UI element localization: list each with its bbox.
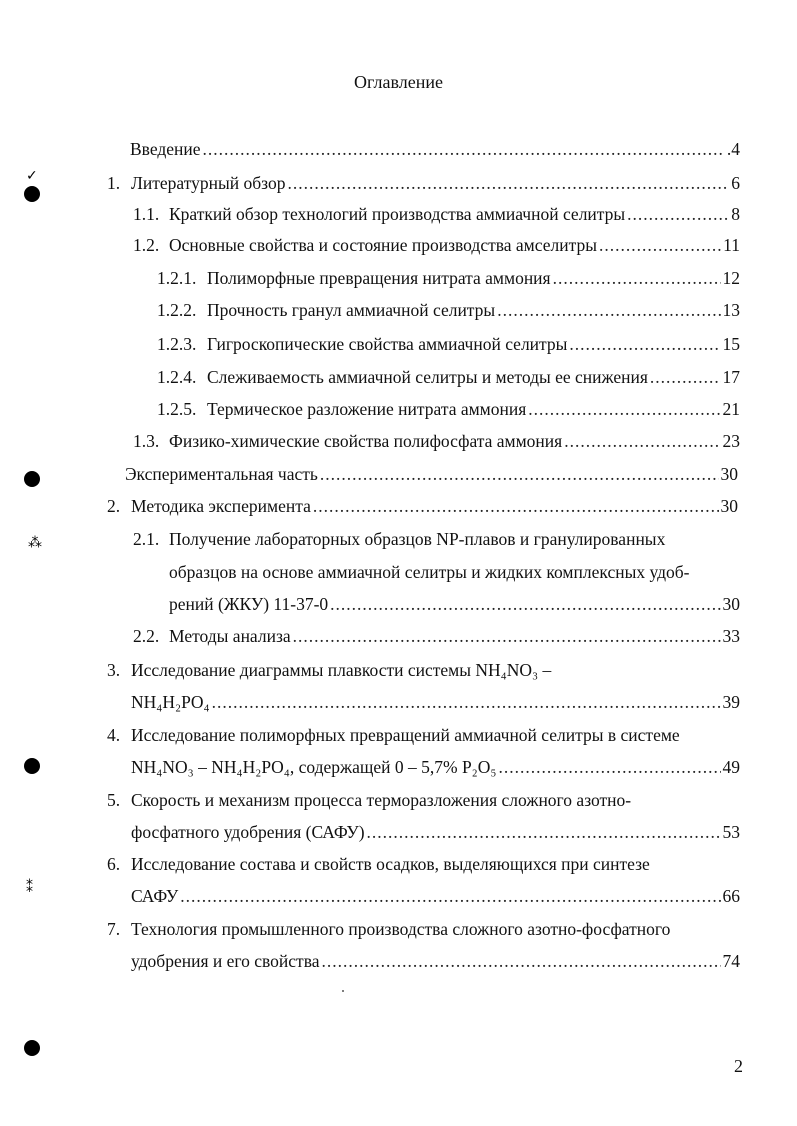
page-number: 2 [734, 1056, 743, 1076]
toc-entry-2-1-line1[interactable]: 2.1. Получение лабораторных образцов NP-плавов и гранулированных [133, 529, 666, 549]
toc-entry-6-line1[interactable]: 6. Исследование состава и свойств осадков, выделяющихся при синтезе [107, 854, 650, 874]
binder-hole-icon [24, 1040, 40, 1056]
toc-entry-1-2[interactable]: 1.2. Основные свойства и состояние производства амселитры ..... 11 [133, 234, 740, 256]
toc-entry-5[interactable]: фосфатного удобрения (САФУ) ..... 53 [131, 821, 740, 843]
toc-entry-1[interactable]: 1. Литературный обзор ..... 6 [107, 172, 740, 194]
toc-entry-3-line1[interactable]: 3. Исследование диаграммы плавкости системы NH₄NO₃ – [107, 660, 552, 680]
toc-entry-5-line1[interactable]: 5. Скорость и механизм процесса терморазложения сложного азотно- [107, 790, 632, 810]
toc-entry-intro[interactable]: Введение ..... .4 [130, 138, 740, 160]
page-title: Оглавление [354, 72, 443, 92]
toc-entry-1-2-5[interactable]: 1.2.5. Термическое разложение нитрата аммония ..... 21 [157, 398, 740, 420]
binder-hole-icon [24, 186, 40, 202]
paper-speck [342, 990, 344, 992]
binder-hole-icon [24, 758, 40, 774]
scribble-mark-icon: ⁑ [26, 880, 33, 896]
toc-entry-2[interactable]: 2. Методика эксперимента ..... 30 [107, 495, 738, 517]
toc-entry-1-2-1[interactable]: 1.2.1. Полиморфные превращения нитрата аммония ..... 12 [157, 267, 740, 289]
toc-entry-2-1-line2: образцов на основе аммиачной селитры и жидких комплексных удоб- [169, 562, 690, 582]
toc-entry-1-2-2[interactable]: 1.2.2. Прочность гранул аммиачной селитры ..... 13 [157, 299, 740, 321]
toc-entry-2-2[interactable]: 2.2. Методы анализа ..... 33 [133, 625, 740, 647]
toc-entry-1-3[interactable]: 1.3. Физико-химические свойства полифосфата аммония ..... 23 [133, 430, 740, 452]
toc-entry-7[interactable]: удобрения и его свойства ..... 74 [131, 950, 740, 972]
toc-entry-2-1[interactable]: рений (ЖКУ) 11-37-0 ..... 30 [169, 593, 740, 615]
binder-hole-icon [24, 471, 40, 487]
toc-entry-4[interactable]: NH₄NO₃ – NH₄H₂PO₄, содержащей 0 – 5,7% P₂O₅ ..... 49 [131, 756, 740, 778]
toc-entry-3[interactable]: NH₄H₂PO₄ ..... 39 [131, 691, 740, 713]
toc-entry-4-line1[interactable]: 4. Исследование полиморфных превращений аммиачной селитры в системе [107, 725, 680, 745]
check-mark-icon: ✓ [26, 168, 38, 184]
toc-entry-7-line1[interactable]: 7. Технология промышленного производства сложного азотно-фосфатного [107, 919, 671, 939]
toc-entry-1-2-3[interactable]: 1.2.3. Гигроскопические свойства аммиачной селитры ..... 15 [157, 333, 740, 355]
toc-entry-6[interactable]: САФУ ..... 66 [131, 885, 740, 907]
scribble-mark-icon: ⁂ [28, 535, 42, 551]
toc-entry-1-2-4[interactable]: 1.2.4. Слеживаемость аммиачной селитры и методы ее снижения ..... 17 [157, 366, 740, 388]
toc-entry-1-1[interactable]: 1.1. Краткий обзор технологий производства аммиачной селитры ..... 8 [133, 203, 740, 225]
toc-entry-experimental[interactable]: Экспериментальная часть ..... 30 [125, 463, 738, 485]
